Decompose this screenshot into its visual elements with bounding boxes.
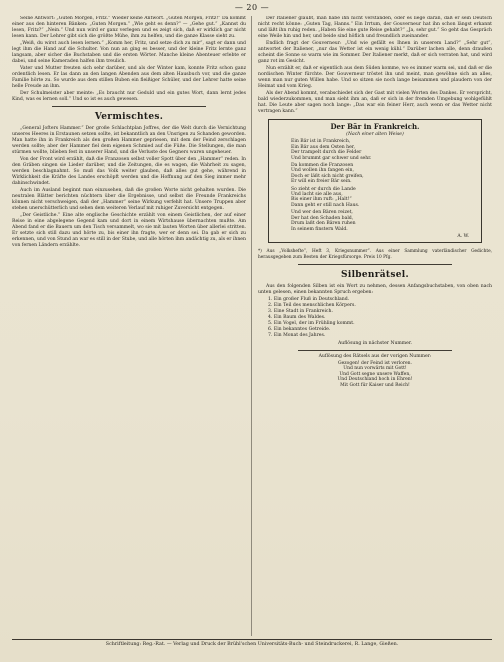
section-divider	[298, 350, 452, 351]
riddle-item: 3. Eine Stadt in Frankreich.	[268, 309, 333, 315]
vermischtes-heading: Vermischtes.	[94, 112, 164, 123]
poem-stanza	[291, 210, 473, 232]
solution-line: Und Gott segne unsere Waffen,	[339, 371, 411, 377]
poem-line: Drum laßt den Bären ruhen	[291, 221, 356, 227]
poem-box	[268, 119, 482, 243]
poem-dedication: (Nach einer alten Weise)	[346, 132, 404, 137]
solution-line: Und Deutschland hoch in Ehren!	[337, 377, 413, 383]
riddle-item: 5. Ein Vogel, der im Frühling kommt.	[268, 321, 355, 327]
riddle-item: 6. Ein bekanntes Getreide.	[268, 326, 331, 332]
right-column	[258, 16, 492, 636]
poem-stanza	[291, 163, 473, 185]
poem-author: A. W.	[457, 233, 469, 239]
vermischtes-paragraph: Auch im Ausland beginnt man einzusehen, daß die großen Worte nicht gehalten wurden. Die neutralen Blätter berichten nüchtern über die Ergebnisse, und selbst die Freunde Frankreichs können nicht verschweigen, daß der „Hammer“ seine Wirkung verfehlt hat. Unsere Truppen aber stehen unerschütterlich und sehen dem weiteren Verlauf mit ruhiger Zuversicht entgegen.	[12, 188, 246, 211]
poem-line: Der hat den Schaden bald,	[291, 215, 354, 221]
vermischtes-paragraph: „Der Geistliche.“ Eine alte englische Geschichte erzählt von einem Geistlichen, der auf einer Reise in eine abgelegene Gegend kam und dort in einem Wirtshause übernachten mußte. Am Abend fand er die Bauern um den Tisch versammelt, wo sie mit lauten Worten über allerlei stritten. Er setzte sich still dazu und hörte zu, bis einer ihn fragte, wer er denn sei. Da gab er sich zu erkennen, und von Stund an war es still in der Stube, und alle hörten ihm andächtig zu, als er ihnen von fernen Ländern erzählte.	[12, 213, 246, 248]
right-intro-paragraph: Nun erzählt er, daß er eigentlich aus dem Süden komme, wo es immer warm sei, und daß er die nordischen Winter fürchte. Der Gouverneur tröstet ihn und meint, man gewöhne sich an alles, wenn man nur guten Willen habe. Und so sitzen sie noch lange beisammen und plaudern von der Heimat und vom Krieg.	[258, 66, 492, 89]
poem-footnote: *) Aus „Volkshefte“, Heft 3, Kriegsnummer“. Aus einer Sammlung vaterländischer Gedichte, herausgegeben zum Besten der Kriegsfürsorge. Preis 10 Pfg.	[258, 249, 492, 261]
left-intro-paragraph: Vater und Mutter freuten sich sehr darüber, und als der Winter kam, konnte Fritz schon ganz ordentlich lesen. Er las dann an den langen Abenden aus dem alten Hausbuch vor, und die ganze Familie hörte zu. So wurde aus dem stillen Buben ein fleißiger Schüler, und der Lehrer hatte seine helle Freude an ihm.	[12, 66, 246, 89]
solution-heading: Auflösung des Rätsels aus der vorigen Nummer:	[318, 353, 432, 359]
poem-stanza	[291, 187, 473, 209]
solution-line: Und nun vorwärts mit Gott!	[343, 366, 407, 372]
poem-line: Ein Bär aus dem Osten her,	[291, 144, 355, 150]
poem-line: Und lacht sie alle aus,	[291, 192, 343, 198]
poem-line: Doch er läßt sich nicht greifen,	[291, 173, 364, 179]
poem-line: Dann geht er still nach Haus.	[291, 202, 360, 208]
solution-line: Gezogen! der Feind ist verloren.	[338, 360, 412, 366]
poem-line: Er will ein freier Bär sein.	[291, 179, 352, 185]
riddle-intro: Aus den folgenden Silben ist ein Wort zu nehmen, dessen Anfangsbuchstaben, von oben nach unten gelesen, einen bekannten Spruch ergeben:	[258, 284, 492, 296]
poem-line: In seinem finstern Wald.	[291, 226, 348, 232]
riddle-heading: Silbenrätsel.	[341, 270, 409, 281]
poem-line: Ein Bär ist in Frankreich,	[291, 139, 351, 145]
poem-line: Und brummt gar schwer und sehr.	[291, 155, 372, 161]
section-divider	[298, 264, 452, 265]
vermischtes-paragraph: Von der Front wird erzählt, daß die Franzosen selbst voller Spott über den „Hammer“ reden. In den Gräben singen sie Lieder darüber, und die Zeitungen, die es wagen, die Wahrheit zu sagen, werden beschlagnahmt. So muß das Volk weiter glauben, daß alles gut gehe, während in Wirklichkeit die Kräfte des Landes erschöpft werden und die Hoffnung auf den Sieg immer mehr dahinschwindet.	[12, 157, 246, 186]
left-intro-paragraph: Der Schulmeister aber meinte: „Es braucht nur Geduld und ein gutes Wort, dann lernt jedes Kind, was es lernen soll.“ Und so ist es auch gewesen.	[12, 91, 246, 103]
right-intro-paragraph: Der Italiener glaubt, man habe ihn nicht verstanden, oder es liege daran, daß er sein Deutsch nicht recht könne: „Guten Tag, Hanns.“ Ein Irrtum, der Gouverneur hat ihn schon längst erkannt und läßt ihn ruhig reden. „Haben Sie eine gute Reise gehabt?“ „Ja, sehr gut.“ So geht das Gespräch eine Weile hin und her, und beide sind höflich und freundlich zueinander.	[258, 16, 492, 39]
right-intro-paragraph: Als der Abend kommt, verabschiedet sich der Gast mit vielen Worten des Dankes. Er verspricht, bald wiederzukommen, und man sieht ihm an, daß er sich in der fremden Umgebung wohlgefühlt hat. Die Leute aber sagen noch lange: „Das war ein feiner Herr, auch wenn er das Wetter nicht vertragen kann.“	[258, 91, 492, 115]
solution-lines	[258, 361, 492, 389]
left-column	[12, 16, 246, 636]
vermischtes-paragraph: „General Jofters Hammer.“ Der große Schlachtplan Joffres, der die Welt durch die Vernichtung unseres Heeres in Erstaunen setzen sollte, ist bekanntlich an den Unsrigen zu Schanden geworden. Man hatte ihn in Frankreich als den großen Hammer gepriesen, mit dem der Feind zerschlagen werden sollte; aber der Hammer fiel dem eigenen Schmied auf die Füße. Die Stellungen, die man stürmen wollte, blieben fest in unserer Hand, und die Verluste des Gegners waren ungeheuer.	[12, 126, 246, 155]
poem-stanza	[291, 139, 473, 161]
left-intro-paragraph: Seine Antwort: „Guten Morgen, Fritz.“ Wieder keine Antwort. „Guten Morgen, Fritz!“ Da kommt einer aus den hinteren Bänken: „Guten Morgen.“ „Wie geht es denn?“ — „Gehe gut.“ „Kannst du lesen, Fritz?“ „Nein.“ Und nun wird er ganz verlegen und es zeigt sich, daß er wirklich gar nicht lesen kann. Der Lehrer gibt sich die größte Mühe, ihm zu helfen, und die ganze Klasse sieht zu.	[12, 16, 246, 39]
poem-line: Der trampelt durch die Felder	[291, 150, 362, 156]
right-intro-paragraph: Endlich fragt der Gouverneur: „Und wie gefällt es Ihnen in unserem Land?“ „Sehr gut“, antwortet der Italiener, „nur das Wetter ist ein wenig kühl.“ Darüber lachen alle, denn draußen scheint die Sonne so warm wie im Sommer. Der Italiener merkt, daß er sich verraten hat, und wird ganz rot im Gesicht.	[258, 41, 492, 64]
riddle-item: 4. Ein Baum des Waldes.	[268, 315, 326, 321]
poem-title: Der Bär in Frankreich.	[330, 122, 420, 131]
left-intro-paragraph: „Weiß, du wirst auch lesen lernen.“ „Komm her, Fritz, und setze dich zu mir“, sagt er dann und legt ihm die Hand auf die Schulter. Von nun an ging es besser, und der kleine Fritz lernte ganz langsam, aber sicher die Buchstaben und die ersten Wörter. Manche kleine Abenteuer erlebte er dabei, und seine Kameraden halfen ihm treulich.	[12, 41, 246, 64]
poem-line: Da kommen die Franzosen	[291, 163, 354, 169]
riddle-item: 1. Ein großer Fluß in Deutschland.	[268, 297, 350, 303]
poem-line: Bis einer ihm ruft: „Halt!“	[291, 197, 352, 203]
imprint-footer: Schriftleitung: Reg.-Rat. — Verlag und Druck der Brühl'schen Universitäts-Buch- und Steindruckerei, R. Lange, Gießen.	[12, 639, 492, 648]
solution-line: Mit Gott für Kaiser und Reich!	[340, 382, 410, 388]
poem-line: Und wer den Bären reizet,	[291, 210, 353, 216]
column-rule	[251, 16, 252, 636]
riddle-item: 2. Ein Teil des menschlichen Körpers.	[268, 303, 356, 309]
poem-line: Und wollen ihn fangen ein,	[291, 168, 354, 174]
section-divider	[52, 106, 206, 107]
poem-line: So zieht er durch die Lande	[291, 186, 356, 192]
riddle-list	[258, 297, 492, 338]
riddle-item: 7. Ein Monat des Jahres.	[268, 332, 326, 338]
riddle-note: Auflösung in nächster Nummer.	[337, 340, 413, 346]
page-number: — 20 —	[234, 3, 270, 12]
